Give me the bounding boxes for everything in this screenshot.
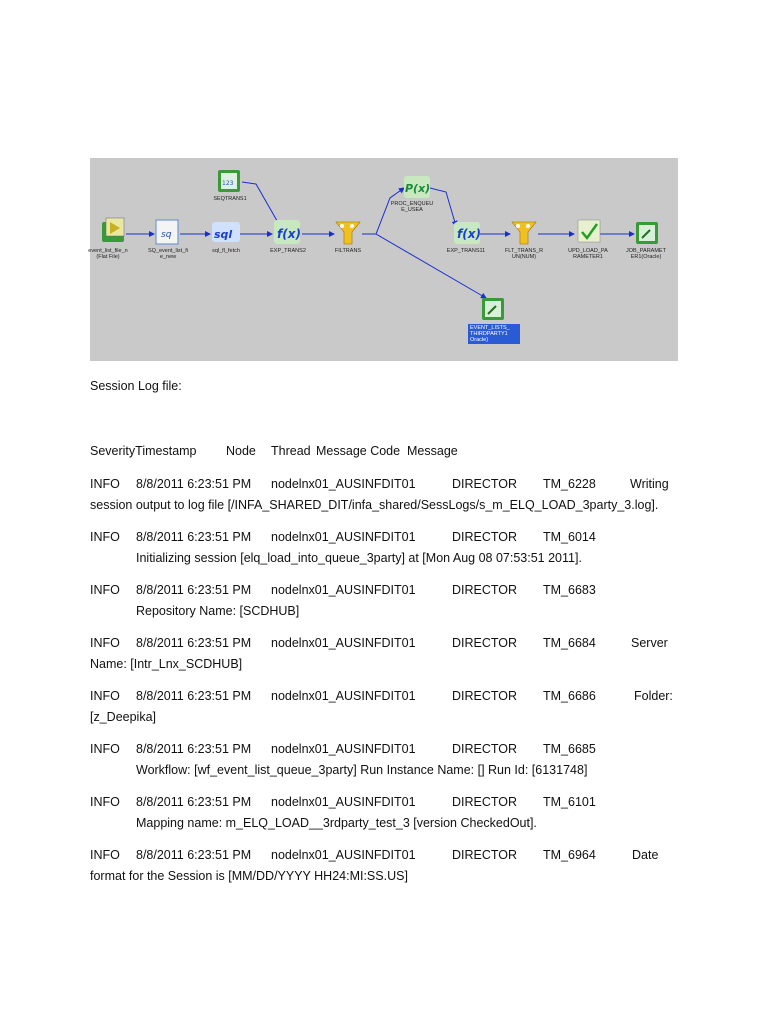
log-message-start: Server xyxy=(631,636,668,650)
log-thread: DIRECTOR xyxy=(452,477,518,491)
node-label-seq: SEQTRANS1 xyxy=(213,196,247,202)
connector-lines xyxy=(126,182,634,298)
node-label-filter: FILTRANS xyxy=(334,248,362,254)
node-label-sql: sql_fl_fetch xyxy=(212,248,240,254)
log-severity: INFO xyxy=(90,795,120,809)
log-message-start: Date xyxy=(632,848,659,862)
filter-transformation-icon[interactable] xyxy=(336,222,360,244)
sql-transformation-icon[interactable] xyxy=(212,222,240,242)
log-message: session output to log file [/INFA_SHARED_DIT/infa_shared/SessLogs/s_m_ELQ_LOAD_3party_3.log]. xyxy=(90,498,659,512)
node-label-exp2: EXP_TRANS2 xyxy=(270,248,306,254)
node-label-source: event_list_file_n (Flat File) xyxy=(88,248,128,260)
log-timestamp: 8/8/2011 6:23:51 PM xyxy=(136,636,252,650)
log-node: nodelnx01_AUSINFDIT01 xyxy=(271,848,416,862)
log-severity: INFO xyxy=(90,477,120,491)
log-node: nodelnx01_AUSINFDIT01 xyxy=(271,583,416,597)
log-timestamp: 8/8/2011 6:23:51 PM xyxy=(136,795,252,809)
log-timestamp: 8/8/2011 6:23:51 PM xyxy=(136,530,252,544)
log-thread: DIRECTOR xyxy=(452,530,518,544)
col-message-code: Message Code xyxy=(316,444,401,458)
log-thread: DIRECTOR xyxy=(452,848,518,862)
log-message: Mapping name: m_ELQ_LOAD__3rdparty_test_3 [version CheckedOut]. xyxy=(136,816,537,830)
log-message: Repository Name: [SCDHUB] xyxy=(136,604,300,618)
oracle-target-icon[interactable] xyxy=(482,298,504,320)
svg-text:P(x): P(x) xyxy=(405,182,431,195)
log-severity: INFO xyxy=(90,848,120,862)
log-severity: INFO xyxy=(90,583,120,597)
log-timestamp: 8/8/2011 6:23:51 PM xyxy=(136,848,252,862)
log-code: TM_6683 xyxy=(543,583,596,597)
section-heading: Session Log file: xyxy=(90,379,182,393)
log-timestamp: 8/8/2011 6:23:51 PM xyxy=(136,583,252,597)
log-node: nodelnx01_AUSINFDIT01 xyxy=(271,689,416,703)
log-message-start: Folder: xyxy=(634,689,673,703)
log-severity: INFO xyxy=(90,689,120,703)
node-label-exp11: EXP_TRANS11 xyxy=(446,248,486,254)
log-timestamp: 8/8/2011 6:23:51 PM xyxy=(136,689,252,703)
log-thread: DIRECTOR xyxy=(452,742,518,756)
log-code: TM_6684 xyxy=(543,636,596,650)
log-code: TM_6014 xyxy=(543,530,596,544)
stored-procedure-icon[interactable] xyxy=(404,176,430,198)
log-timestamp: 8/8/2011 6:23:51 PM xyxy=(136,742,252,756)
log-severity: INFO xyxy=(90,530,120,544)
mapping-diagram xyxy=(90,158,678,361)
node-label-upd: UPD_LOAD_PA RAMETER1 xyxy=(568,248,608,260)
node-label-proc: PROC_ENQUEU E_USEA xyxy=(390,201,434,213)
node-label-sq: SQ_event_list_fi e_new xyxy=(147,248,189,260)
node-label-job: JOB_PARAMET ER1(Oracle) xyxy=(626,248,666,260)
log-code: TM_6101 xyxy=(543,795,596,809)
log-message: Workflow: [wf_event_list_queue_3party] Run Instance Name: [] Run Id: [6131748] xyxy=(136,763,588,777)
flat-file-source-icon[interactable] xyxy=(102,218,124,242)
log-message: Initializing session [elq_load_into_queue_3party] at [Mon Aug 08 07:53:51 2011]. xyxy=(136,551,582,565)
col-severity-timestamp: SeverityTimestamp xyxy=(90,444,197,458)
log-node: nodelnx01_AUSINFDIT01 xyxy=(271,795,416,809)
log-thread: DIRECTOR xyxy=(452,636,518,650)
log-thread: DIRECTOR xyxy=(452,689,518,703)
log-node: nodelnx01_AUSINFDIT01 xyxy=(271,636,416,650)
node-label-event-selected[interactable]: EVENT_LISTS_ THIRDPARTY1 Oracle) xyxy=(468,324,520,344)
log-thread: DIRECTOR xyxy=(452,795,518,809)
log-code: TM_6964 xyxy=(543,848,596,862)
log-message-start: Writing xyxy=(630,477,669,491)
svg-text:123: 123 xyxy=(222,180,234,187)
svg-text:f(x): f(x) xyxy=(277,227,301,241)
oracle-target-icon[interactable] xyxy=(636,222,658,244)
log-message: [z_Deepika] xyxy=(90,710,157,724)
log-code: TM_6685 xyxy=(543,742,596,756)
expression-transformation-icon[interactable] xyxy=(454,222,481,244)
update-strategy-icon[interactable] xyxy=(578,220,600,242)
log-node: nodelnx01_AUSINFDIT01 xyxy=(271,742,416,756)
col-message: Message xyxy=(407,444,458,458)
source-qualifier-icon[interactable] xyxy=(156,220,178,244)
expression-transformation-icon[interactable] xyxy=(274,220,301,244)
log-code: TM_6228 xyxy=(543,477,596,491)
log-severity: INFO xyxy=(90,742,120,756)
log-node: nodelnx01_AUSINFDIT01 xyxy=(271,477,416,491)
log-code: TM_6686 xyxy=(543,689,596,703)
node-label-flt: FLT_TRANS_R UN(NUM) xyxy=(504,248,544,260)
svg-text:f(x): f(x) xyxy=(457,227,481,241)
log-severity: INFO xyxy=(90,636,120,650)
col-thread: Thread xyxy=(271,444,311,458)
log-message: Name: [Intr_Lnx_SCDHUB] xyxy=(90,657,243,671)
sequence-generator-icon[interactable] xyxy=(218,170,240,192)
log-timestamp: 8/8/2011 6:23:51 PM xyxy=(136,477,252,491)
svg-text:sql: sql xyxy=(214,228,233,241)
log-node: nodelnx01_AUSINFDIT01 xyxy=(271,530,416,544)
filter-transformation-icon[interactable] xyxy=(512,222,536,244)
log-thread: DIRECTOR xyxy=(452,583,518,597)
svg-text:sq: sq xyxy=(161,230,172,240)
log-message: format for the Session is [MM/DD/YYYY HH24:MI:SS.US] xyxy=(90,869,408,883)
col-node: Node xyxy=(226,444,256,458)
